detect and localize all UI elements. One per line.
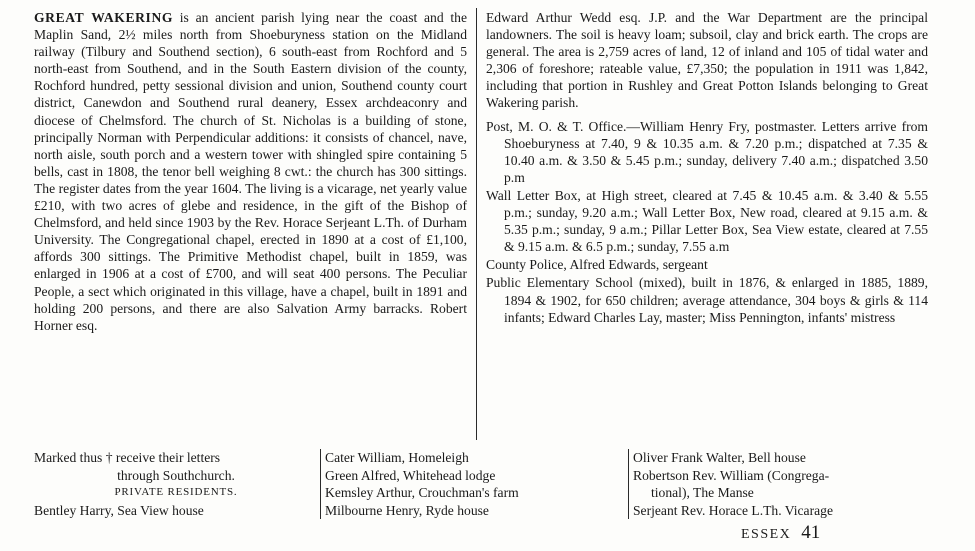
county-police-entry: County Police, Alfred Edwards, sergeant xyxy=(486,257,708,273)
page-number: 41 xyxy=(801,522,821,543)
resident-entry: Serjeant Rev. Horace L.Th. Vicarage xyxy=(633,502,833,518)
right-column xyxy=(486,9,928,327)
post-office-entry: Post, M. O. & T. Office.—William Henry Fry, postmaster. Letters arrive from Shoeburyness at 7.40, 9 & 10.35 a.m. & 7.20 p.m.; dispatched at 7.35 & 10.40 a.m. & 3.50 & 5.45 p.m.; sunday, delivery 7.40 a.m.; dispatched 3.50 p.m xyxy=(486,118,928,185)
parish-description xyxy=(34,9,467,334)
resident-entry: Cater William, Homeleigh xyxy=(325,450,469,465)
parish-heading: GREAT WAKERING xyxy=(34,10,174,25)
resident-entry: Robertson Rev. William (Congrega- xyxy=(633,467,830,483)
resident-entry: Oliver Frank Walter, Bell house xyxy=(633,450,806,465)
landowners-paragraph: Edward Arthur Wedd esq. J.P. and the War Department are the principal landowners. The soil is heavy loam; subsoil, clay and brick earth. The crops are general. The area is 2,759 acres of land, 12 of inland and 105 of tidal water and 2,306 of foreshore; rateable value, £7,350; the population in 1911 was 1,842, including that portion in Rushley and Great Potton Islands belonging to Great Wakering parish. xyxy=(486,10,928,111)
column-divider xyxy=(476,8,477,440)
page-footer xyxy=(741,522,820,544)
parish-intro-text: is an ancient parish lying near the coast and the Maplin Sand, 2½ miles north from Shoeburyness station on the Midland railway (Tilbury and Southend section), 6 south-east from Rochford and 5 north-east from Southend, and in the South Eastern division of the county, Rochford hundred, petty sessional division and union, Southend county court district, Canewdon and Southend rural deanery, Essex archdeaconry and diocese of Chelmsford. The church of St. Nicholas is a building of stone, principally Norman with Perpendicular additions: it consists of chancel, nave, north aisle, south porch and a western tower with shingled spire containing 5 bells, cast in 1808, the tenor bell weighing 8 cwt.: the church has 300 sittings. The register dates from the year 1604. The living is a vicarage, net yearly value £210, with two acres of glebe and residence, in the gift of the Bishop of Chelmsford, and held since 1903 by the Rev. Horace Serjeant L.Th. of Durham University. The Congregational chapel, erected in 1890 at a cost of £1,100, affords 300 sittings. The Primitive Methodist chapel, built in 1859, was enlarged in 1906 at a cost of £700, and will seat 400 persons. The Peculiar People, a sect which originated in this village, have a chapel, built in 1891 and holding 200 persons, and there are also Salvation Army barracks. Robert Horner esq. xyxy=(34,10,467,333)
resident-entry: Bentley Harry, Sea View house xyxy=(34,502,204,518)
residents-column-1 xyxy=(34,449,318,519)
resident-entry: Kemsley Arthur, Crouchman's farm xyxy=(325,485,519,500)
letters-note: Marked thus † receive their letters xyxy=(34,450,221,465)
left-column xyxy=(34,9,467,334)
resident-entry-continued: tional), The Manse xyxy=(651,485,754,500)
residents-column-3 xyxy=(628,449,943,519)
resident-entry: Milbourne Henry, Ryde house xyxy=(325,502,489,518)
cropped-header-strip xyxy=(34,0,504,6)
letter-box-entry: Wall Letter Box, at High street, cleared at 7.45 & 10.45 a.m. & 3.40 & 5.55 p.m.; sunday, 9.20 a.m.; Wall Letter Box, New road, cleared at 9.15 a.m. & 5.35 p.m.; sunday, 9 a.m.; Pillar Letter Box, Sea View estate, cleared at 7.55 & 9.15 a.m. & 6.5 p.m.; sunday, 7.55 a.m xyxy=(486,187,928,255)
private-residents-heading: PRIVATE RESIDENTS. xyxy=(114,486,238,498)
residents-column-2 xyxy=(320,449,625,519)
letters-note-continued: through Southchurch. xyxy=(117,467,235,483)
resident-entry: Green Alfred, Whitehead lodge xyxy=(325,467,496,483)
county-name: ESSEX xyxy=(741,527,792,542)
school-entry: Public Elementary School (mixed), built in 1876, & enlarged in 1885, 1889, 1894 & 1902, for 650 children; average attendance, 304 boys & girls & 114 infants; Edward Charles Lay, master; Miss Pennington, infants' mistress xyxy=(486,275,928,325)
